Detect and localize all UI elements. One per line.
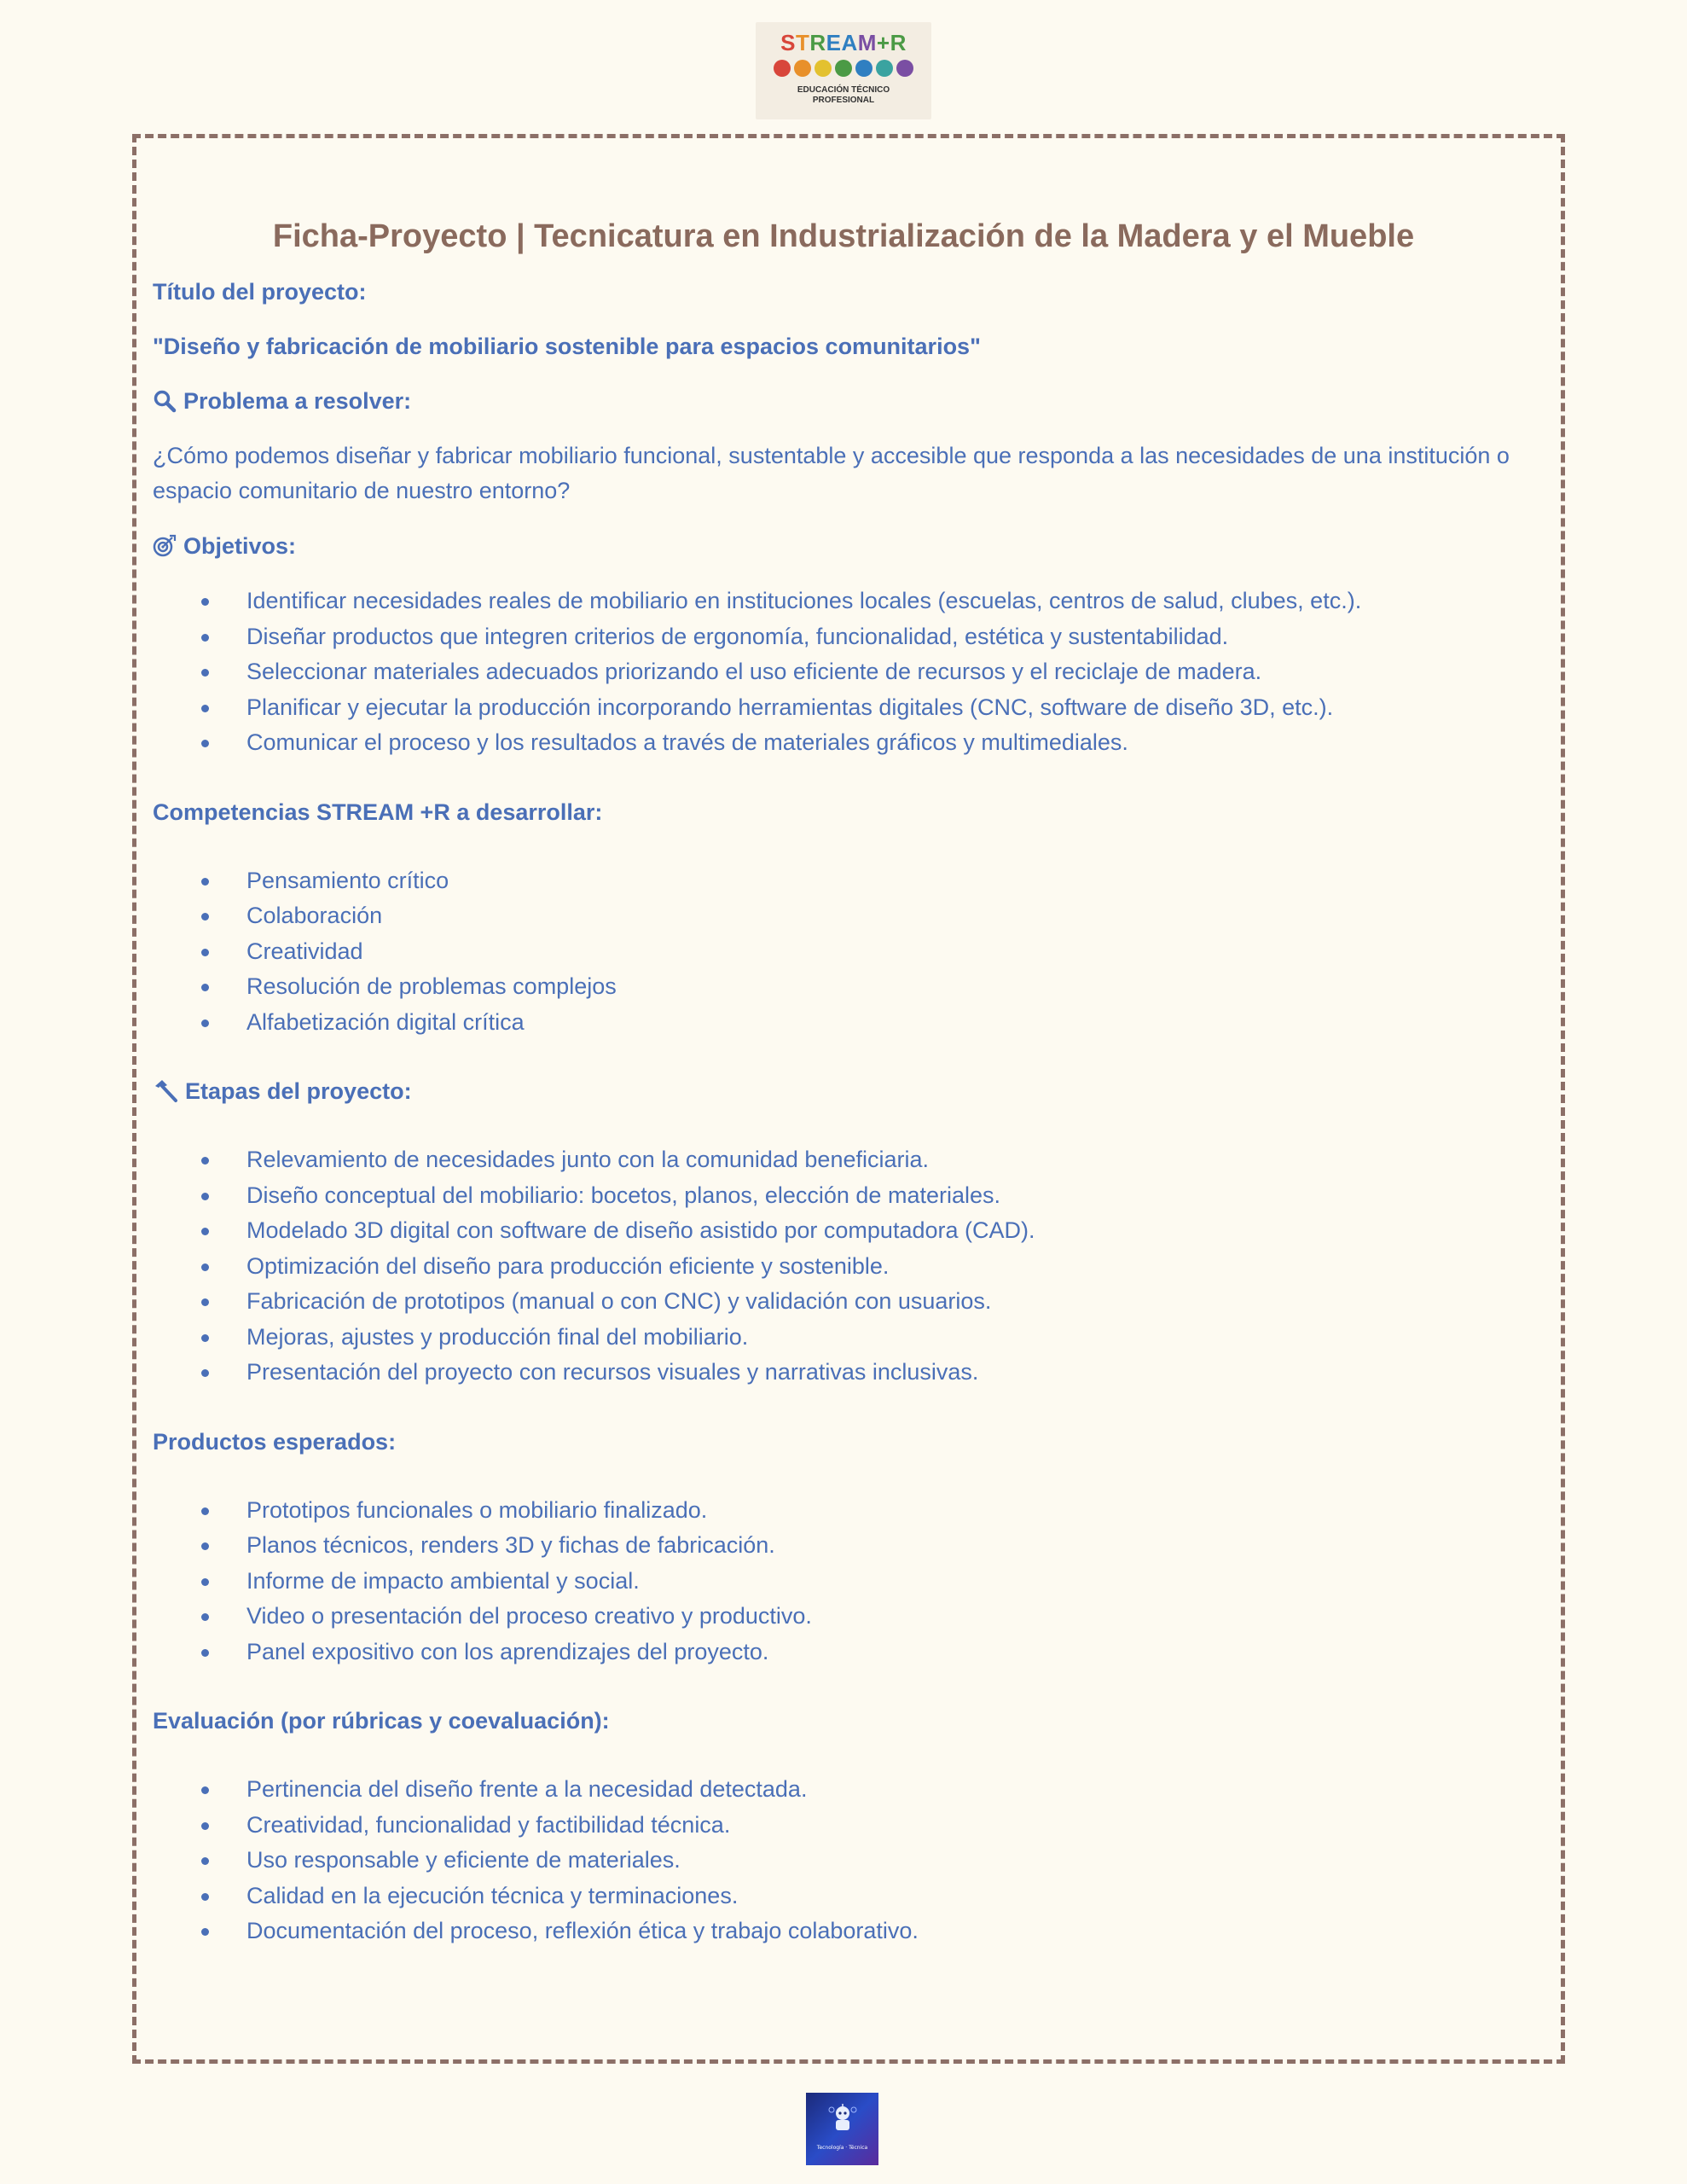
list-item: Uso responsable y eficiente de materiales. [153,1843,1534,1879]
list-item: Planos técnicos, renders 3D y fichas de fabricación. [153,1528,1534,1564]
problem-heading [153,384,1534,418]
list-item: Pertinencia del diseño frente a la necesidad detectada. [153,1772,1534,1808]
science-icon [774,60,791,77]
label-text: Evaluación (por rúbricas y coevaluación): [153,1708,610,1734]
logo-subtitle-line: PROFESIONAL [812,96,875,105]
problem-text: ¿Cómo podemos diseñar y fabricar mobiliario funcional, sustentable y accesible que responda a las necesidades de una institución o espacio comunitario de nuestro entorno? [153,443,1510,503]
arts-icon [855,60,872,77]
technology-icon [794,60,811,77]
magnifier-icon [153,389,177,413]
list-item: Colaboración [153,898,1534,934]
list-item: Diseño conceptual del mobiliario: bocetos, planos, elección de materiales. [153,1178,1534,1214]
logo-letter: R [809,30,826,55]
footer-logo [806,2093,878,2165]
objectives-heading [153,529,1534,563]
logo-letter: S [780,30,796,55]
robot-icon [826,2103,860,2137]
logo-letter: A [841,30,858,55]
logo-subtitle [756,85,931,106]
list-item: Seleccionar materiales adecuados priorizando el uso eficiente de recursos y el reciclaje de madera. [153,654,1534,690]
page-title: Ficha-Proyecto | Tecnicatura en Industrialización de la Madera y el Mueble [272,218,1415,254]
hammer-icon [153,1078,178,1104]
label-text: Problema a resolver: [183,388,412,414]
label-text: Objetivos: [183,533,297,559]
products-heading [153,1425,1534,1459]
label-text: Productos esperados: [153,1428,397,1455]
evaluation-list [153,1772,1534,1949]
list-item: Presentación del proyecto con recursos visuales y narrativas inclusivas. [153,1355,1534,1391]
list-item: Comunicar el proceso y los resultados a través de materiales gráficos y multimediales. [153,725,1534,761]
list-item: Prototipos funcionales o mobiliario finalizado. [153,1493,1534,1529]
list-item: Calidad en la ejecución técnica y terminaciones. [153,1879,1534,1914]
engineering-icon [835,60,852,77]
list-item: Fabricación de prototipos (manual o con CNC) y validación con usuarios. [153,1284,1534,1320]
list-item: Relevamiento de necesidades junto con la comunidad beneficiaria. [153,1142,1534,1178]
list-item: Resolución de problemas complejos [153,969,1534,1005]
list-item: Panel expositivo con los aprendizajes del proyecto. [153,1635,1534,1670]
label-text: Etapas del proyecto: [185,1078,412,1104]
stages-list [153,1142,1534,1391]
stages-heading [153,1074,1534,1108]
list-item: Pensamiento crítico [153,863,1534,899]
list-item: Documentación del proceso, reflexión ética y trabajo colaborativo. [153,1914,1534,1949]
list-item: Informe de impacto ambiental y social. [153,1564,1534,1600]
products-list [153,1493,1534,1670]
document-body [153,213,1534,1949]
footer-logo-caption: Tecnología · Técnica [816,2145,868,2151]
math-icon [876,60,893,77]
list-item: Video o presentación del proceso creativo y productivo. [153,1599,1534,1635]
list-item: Alfabetización digital crítica [153,1005,1534,1041]
label-text: Competencias STREAM +R a desarrollar: [153,799,603,825]
logo-letter: +R [876,30,907,55]
logo-subtitle-line: EDUCACIÓN TÉCNICO [797,85,890,95]
list-item: Creatividad [153,934,1534,970]
logo-letter: E [826,30,842,55]
logo-letter: M [857,30,877,55]
target-icon [153,534,177,558]
list-item: Diseñar productos que integren criterios de ergonomía, funcionalidad, estética y sustentabilidad. [153,619,1534,655]
list-item: Identificar necesidades reales de mobiliario en instituciones locales (escuelas, centros de salud, clubes, etc.). [153,584,1534,619]
logo-discipline-icons [756,60,931,77]
robotics-icon [815,60,832,77]
project-title [153,329,1534,363]
objectives-list [153,584,1534,761]
list-item: Optimización del diseño para producción eficiente y sostenible. [153,1249,1534,1285]
project-title-label [153,275,1534,309]
label-text: Título del proyecto: [153,279,367,305]
stream-r-logo [756,22,931,119]
robot-icon [896,60,913,77]
evaluation-heading [153,1704,1534,1738]
competencies-heading [153,795,1534,829]
list-item: Creatividad, funcionalidad y factibilidad técnica. [153,1808,1534,1844]
list-item: Modelado 3D digital con software de diseño asistido por computadora (CAD). [153,1213,1534,1249]
label-text: "Diseño y fabricación de mobiliario sostenible para espacios comunitarios" [153,334,981,359]
logo-letter: T [795,30,810,55]
list-item: Mejoras, ajustes y producción final del mobiliario. [153,1320,1534,1356]
list-item: Planificar y ejecutar la producción incorporando herramientas digitales (CNC, software de diseño 3D, etc.). [153,690,1534,726]
logo-wordmark [756,31,931,55]
competencies-list [153,863,1534,1041]
